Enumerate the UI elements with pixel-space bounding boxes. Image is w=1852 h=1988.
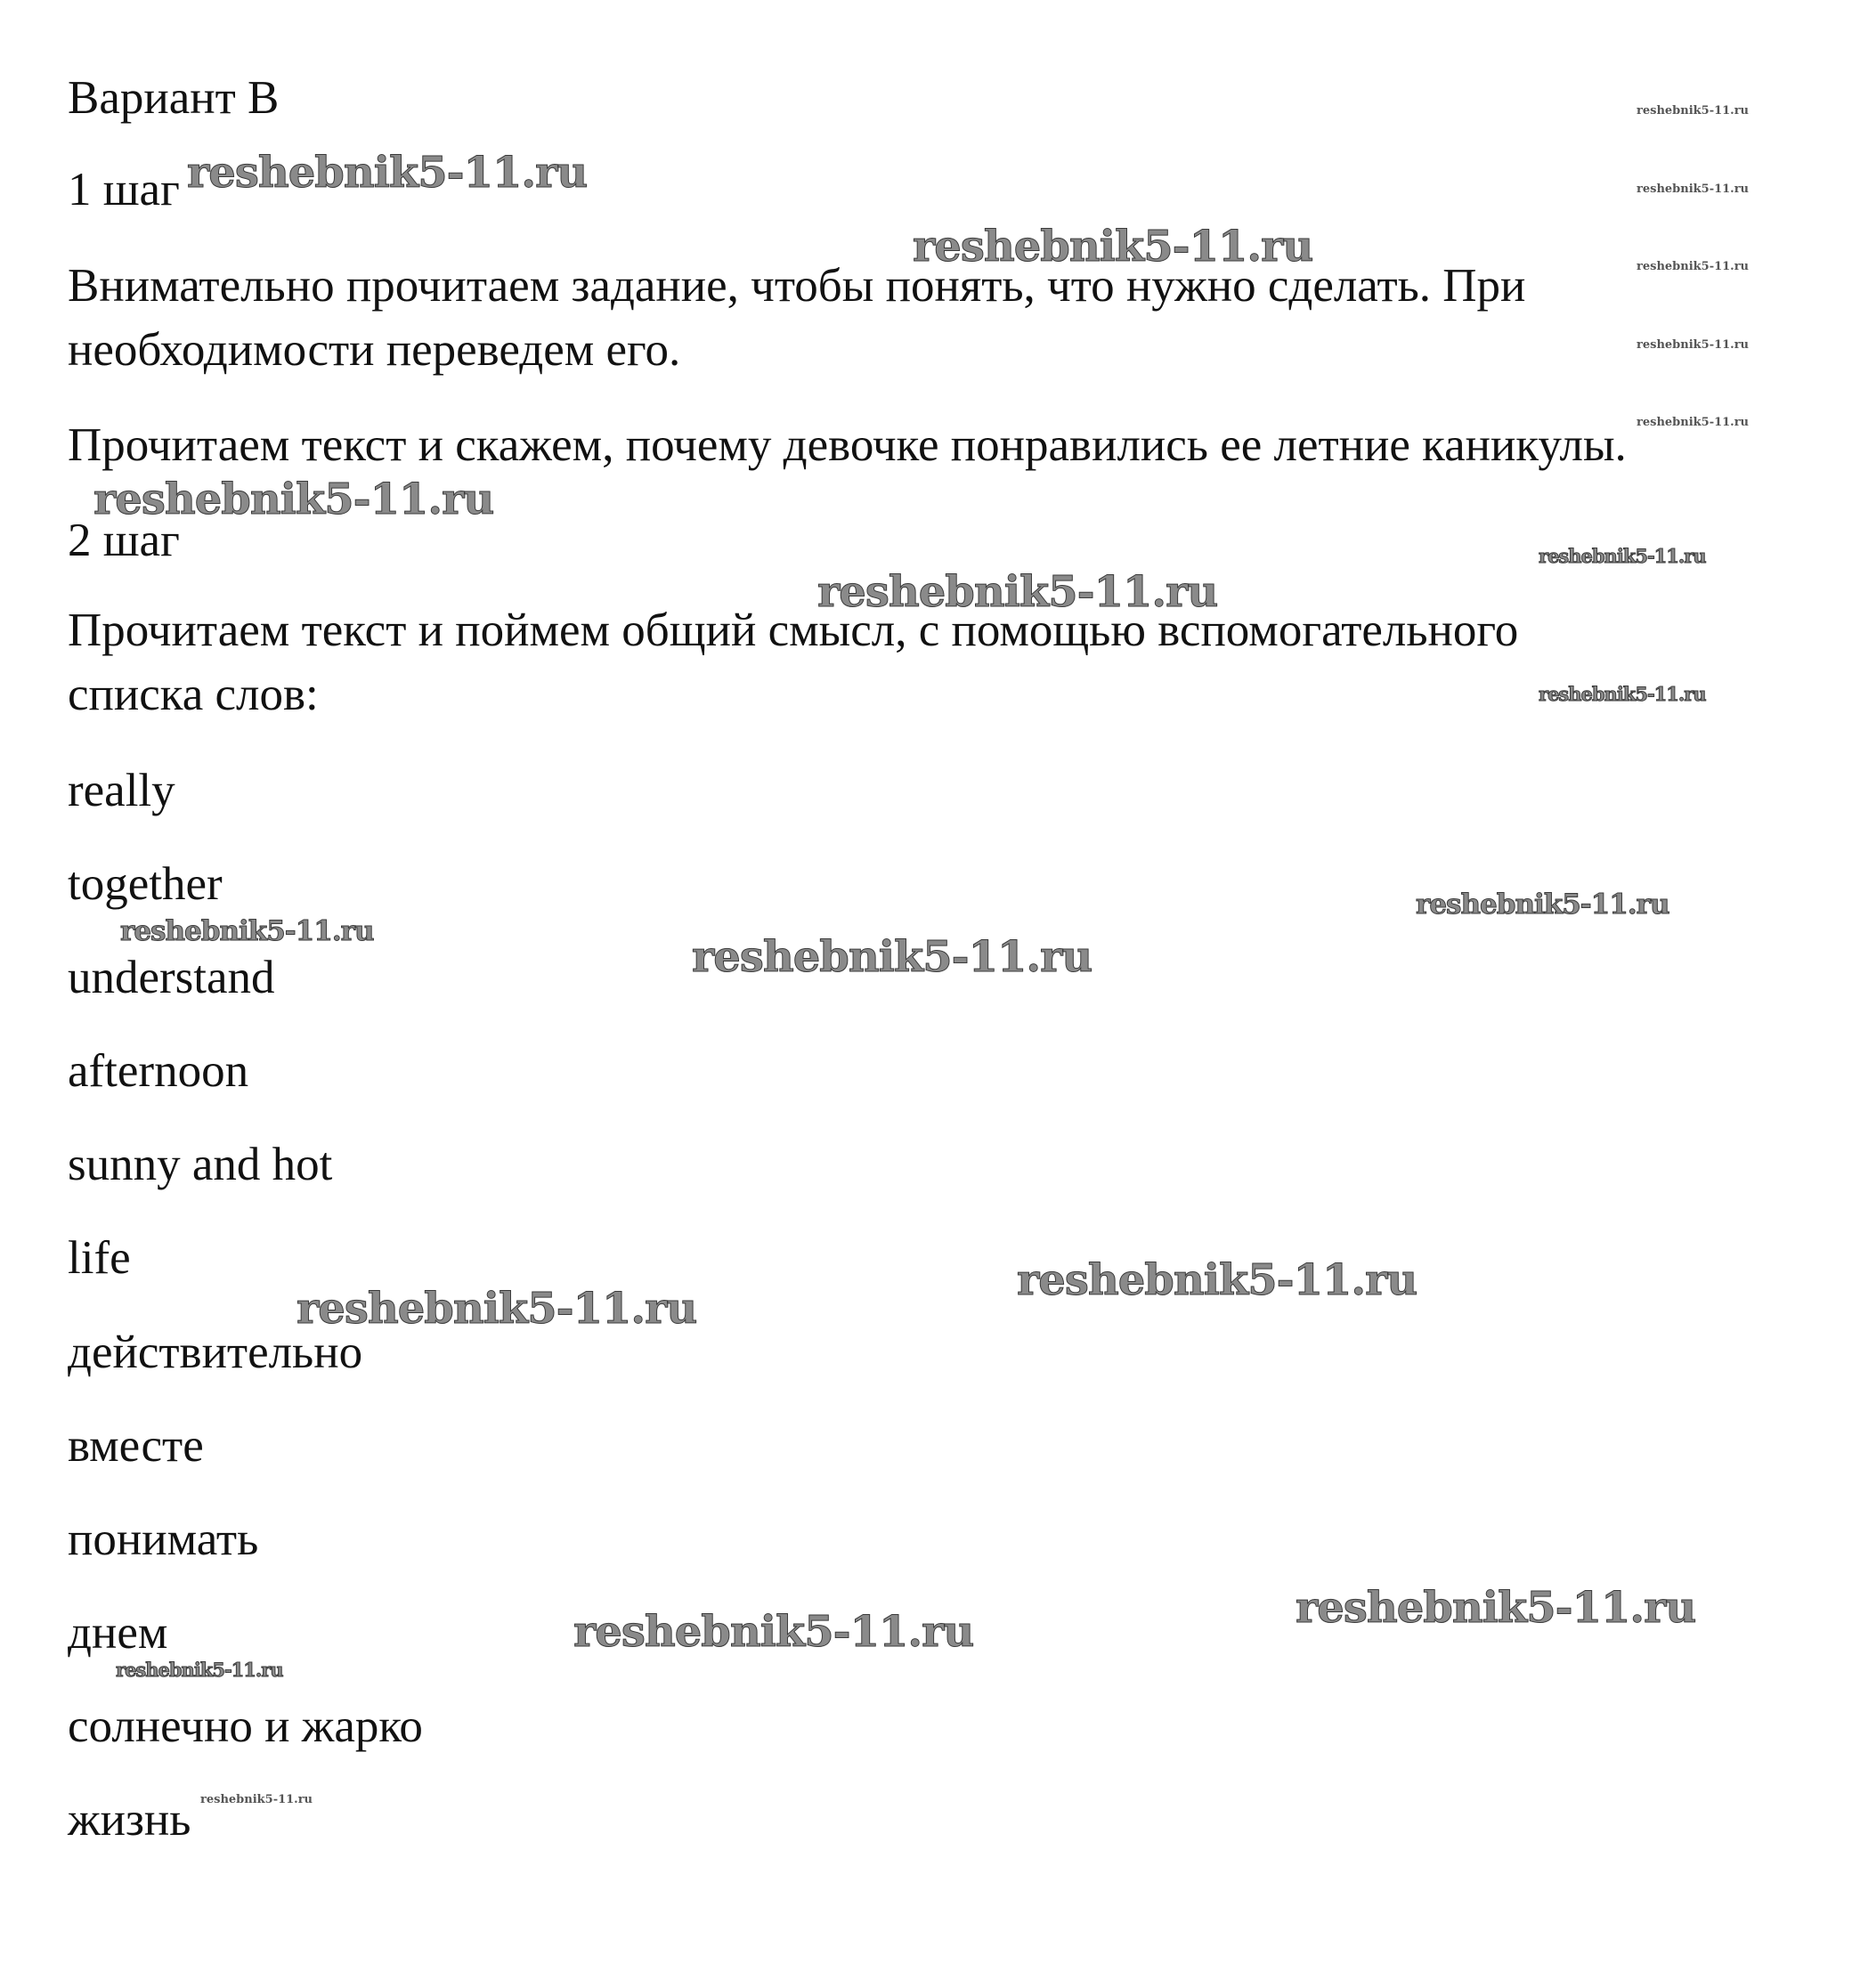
step-2-paragraph-line-1: Прочитаем текст и поймем общий смысл, с помощью вспомогательного: [68, 605, 1519, 656]
word-list-item: понимать: [68, 1513, 259, 1565]
step-2-paragraph-line-2: списка слов:: [68, 669, 319, 720]
watermark: reshebnik5-11.ru: [1416, 889, 1669, 921]
word-list-item: afternoon: [68, 1045, 249, 1097]
watermark: reshebnik5-11.ru: [1296, 1583, 1696, 1633]
watermark: reshebnik5-11.ru: [1017, 1255, 1417, 1305]
word-list-item: life: [68, 1232, 131, 1284]
watermark: reshebnik5-11.ru: [187, 148, 588, 198]
word-list-item: жизнь: [68, 1794, 191, 1846]
watermark: reshebnik5-11.ru: [1637, 260, 1750, 273]
watermark: reshebnik5-11.ru: [913, 222, 1313, 272]
step-1-heading: 1 шаг: [68, 164, 180, 215]
word-list-item: sunny and hot: [68, 1139, 333, 1190]
watermark: reshebnik5-11.ru: [817, 567, 1218, 617]
watermark: reshebnik5-11.ru: [1637, 183, 1750, 196]
watermark: reshebnik5-11.ru: [93, 475, 494, 524]
step-1-task: Прочитаем текст и скажем, почему девочке понравились ее летние каникулы.: [68, 419, 1627, 471]
watermark: reshebnik5-11.ru: [692, 932, 1093, 982]
step-2-heading: 2 шаг: [68, 515, 180, 566]
word-list-item: днем: [68, 1607, 168, 1659]
watermark: reshebnik5-11.ru: [1539, 545, 1706, 567]
variant-heading: Вариант B: [68, 72, 280, 124]
watermark: reshebnik5-11.ru: [1539, 683, 1706, 705]
watermark: reshebnik5-11.ru: [120, 915, 374, 947]
watermark: reshebnik5-11.ru: [116, 1659, 283, 1681]
watermark: reshebnik5-11.ru: [1637, 416, 1750, 429]
word-list-item: really: [68, 765, 175, 816]
watermark: reshebnik5-11.ru: [1637, 338, 1750, 352]
word-list-item: together: [68, 858, 223, 910]
watermark: reshebnik5-11.ru: [1637, 104, 1750, 118]
step-1-paragraph-line-2: необходимости переведем его.: [68, 324, 681, 376]
word-list-item: вместе: [68, 1420, 204, 1472]
word-list-item: understand: [68, 952, 275, 1003]
word-list-item: действительно: [68, 1327, 363, 1378]
watermark: reshebnik5-11.ru: [296, 1284, 697, 1334]
step-1-paragraph-line-1: Внимательно прочитаем задание, чтобы понять, что нужно сделать. При: [68, 260, 1526, 312]
watermark: reshebnik5-11.ru: [200, 1793, 313, 1806]
word-list-item: солнечно и жарко: [68, 1700, 423, 1752]
watermark: reshebnik5-11.ru: [573, 1607, 974, 1657]
